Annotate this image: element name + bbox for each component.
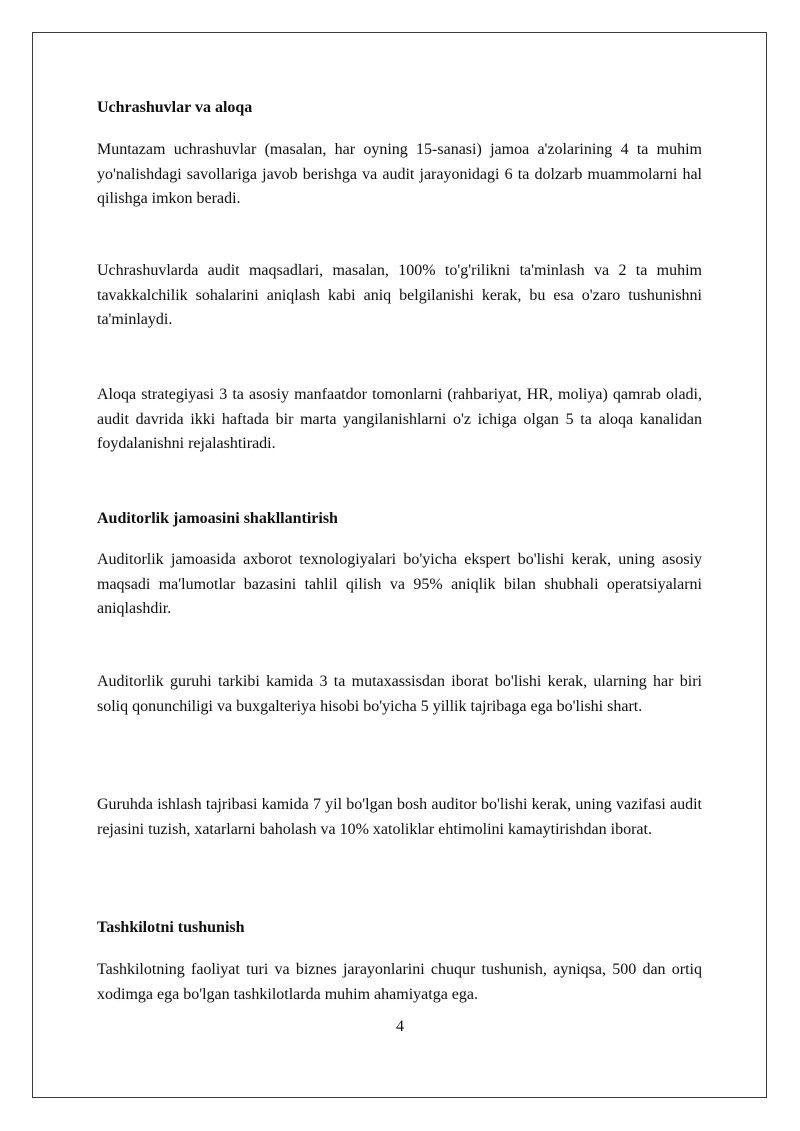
paragraph-organization-1: Tashkilotning faoliyat turi va biznes jarayonlarini chuqur tushunish, ayniqsa, 500 dan ortiq xodimga ega bo'lgan tashkilotlarda muhim ahamiyatga ega. (97, 961, 702, 1003)
paragraph-audit-team-3: Guruhda ishlash tajribasi kamida 7 yil bo'lgan bosh auditor bo'lishi kerak, uning vazifasi audit rejasini tuzish, xatarlarni baholash va 10% xatoliklar ehtimolini kamaytirishdan iborat. (97, 796, 702, 838)
section-heading-audit-team: Auditorlik jamoasini shakllantirish (97, 510, 338, 527)
paragraph-meetings-1: Muntazam uchrashuvlar (masalan, har oyning 15-sanasi) jamoa a'zolarining 4 ta muhim yo'nalishdagi savollariga javob berishga va audit jarayonidagi 6 ta dolzarb muammolarni hal qilishga imkon beradi. (97, 141, 702, 207)
paragraph-meetings-3: Aloqa strategiyasi 3 ta asosiy manfaatdor tomonlarni (rahbariyat, HR, moliya) qamrab oladi, audit davrida ikki haftada bir marta yangilanishlarni o'z ichiga olgan 5 ta aloqa kanalidan foydalanishni rejalashtiradi. (97, 386, 702, 452)
paragraph-audit-team-2: Auditorlik guruhi tarkibi kamida 3 ta mutaxassisdan iborat bo'lishi kerak, ularning har biri soliq qonunchiligi va buxgalteriya hisobi bo'yicha 5 yillik tajribaga ega bo'lishi shart. (97, 673, 702, 715)
paragraph-audit-team-1: Auditorlik jamoasida axborot texnologiyalari bo'yicha ekspert bo'lishi kerak, uning asosiy maqsadi ma'lumotlar bazasini tahlil qilish va 95% aniqlik bilan shubhali operatsiyalarni aniqlashdir. (97, 551, 702, 617)
paragraph-meetings-2: Uchrashuvlarda audit maqsadlari, masalan, 100% to'g'rilikni ta'minlash va 2 ta muhim tavakkalchilik sohalarini aniqlash kabi aniq belgilanishi kerak, bu esa o'zaro tushunishni ta'minlaydi. (97, 262, 702, 328)
section-heading-organization: Tashkilotni tushunish (97, 919, 245, 936)
section-heading-meetings: Uchrashuvlar va aloqa (97, 99, 253, 116)
page-number: 4 (396, 1018, 404, 1035)
